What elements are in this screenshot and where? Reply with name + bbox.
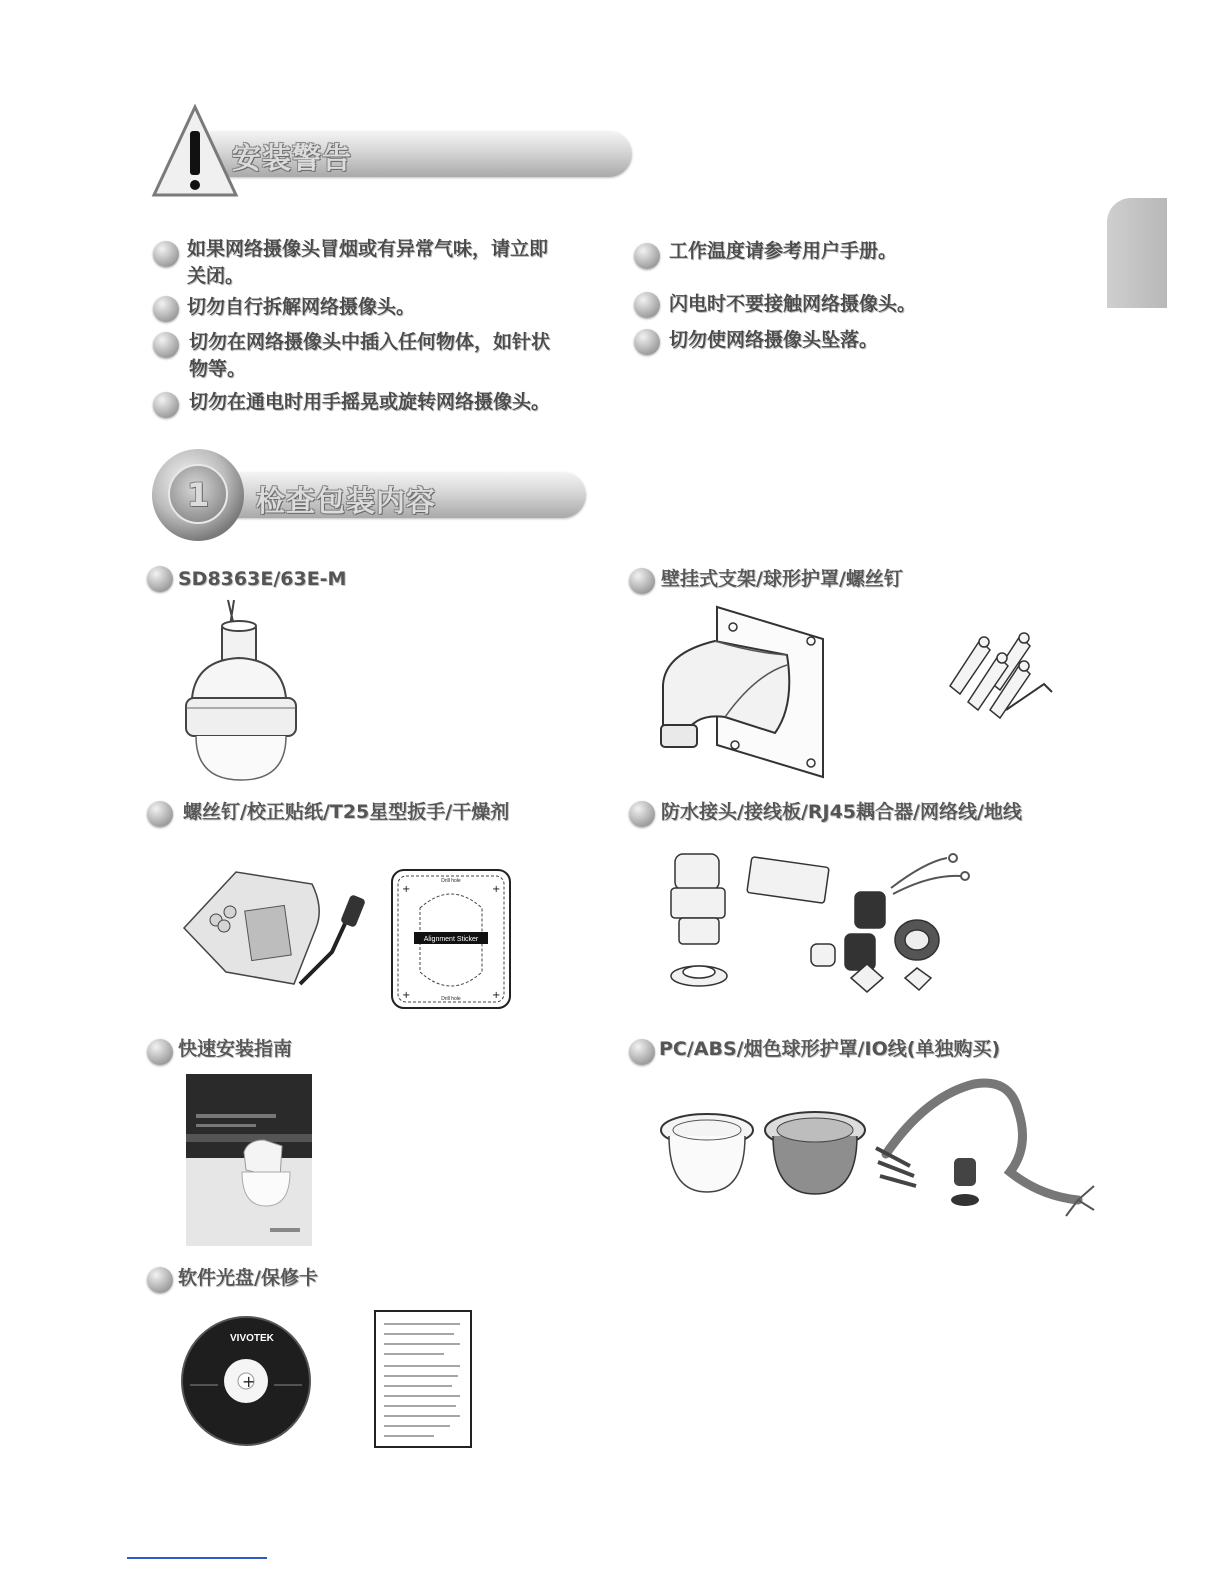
screws-label: 螺丝钉/校正贴纸/T25星型扳手/干燥剂 [183,801,510,823]
bullet-icon [634,243,660,269]
warning-item-5: 工作温度请参考用户手册。 [669,240,898,262]
warning-item-2: 切勿自行拆解网络摄像头。 [187,296,416,318]
warning-item-7: 切勿使网络摄像头坠落。 [669,329,879,351]
bullet-icon [634,292,660,318]
anchor-screws-image [940,630,1058,722]
bullet-icon [153,392,179,418]
connectors-label: 防水接头/接线板/RJ45耦合器/网络线/地线 [661,801,1022,823]
drill-hole-bottom: Drill hole [441,996,461,1002]
screws-bag-wrench-image [182,868,372,988]
bullet-icon [629,1039,655,1065]
warranty-card-image [374,1310,472,1448]
warning-item-1-line2: 关闭。 [187,265,245,287]
bullet-icon [147,801,173,827]
svg-text:+: + [402,990,411,1001]
footnote-rule [127,1557,267,1559]
warning-item-4: 切勿在通电时用手摇晃或旋转网络摄像头。 [189,391,551,413]
bracket-label: 壁挂式支架/球形护罩/螺丝钉 [661,568,903,590]
alignment-sticker-image [390,868,512,1010]
sticker-label: Alignment Sticker [423,936,479,943]
section1-number: 1 [187,476,211,514]
cd-brand: VIVOTEK [230,1333,274,1344]
quick-install-guide-image [186,1074,312,1246]
bullet-icon [634,329,660,355]
waterproof-connectors-image [665,848,975,1000]
warning-item-3-line1: 切勿在网络摄像头中插入任何物体，如针状 [189,331,551,353]
dome-covers-image [657,1100,872,1196]
bullet-icon [147,1039,173,1065]
side-tab [1107,198,1167,308]
bullet-icon [629,568,655,594]
cd-label: 软件光盘/保修卡 [178,1267,318,1289]
warning-item-6: 闪电时不要接触网络摄像头。 [669,293,917,315]
svg-text:+: + [492,884,501,895]
software-cd-image [180,1315,312,1447]
svg-text:+: + [492,990,501,1001]
domes-label: PC/ABS/烟色球形护罩/IO线(单独购买) [659,1038,1001,1060]
speed-dome-camera-image [182,598,317,783]
warning-item-3-line2: 物等。 [189,358,247,380]
bullet-icon [629,801,655,827]
bullet-icon [147,1267,173,1293]
bullet-icon [153,332,179,358]
guide-label: 快速安装指南 [178,1038,293,1060]
drill-hole-top: Drill hole [441,878,461,884]
warning-triangle-icon [150,103,240,198]
svg-text:+: + [402,884,411,895]
io-cable-image [870,1076,1098,1226]
camera-label: SD8363E/63E-M [178,568,347,590]
bullet-icon [153,296,179,322]
warning-item-1-line1: 如果网络摄像头冒烟或有异常气味，请立即 [187,238,549,260]
section1-title: 检查包装内容 [256,484,437,518]
warning-title: 安装警告 [232,141,353,175]
svg-text:+: + [242,1372,256,1391]
bullet-icon [147,566,173,592]
wall-mount-bracket-image [655,605,835,780]
bullet-icon [153,241,179,267]
